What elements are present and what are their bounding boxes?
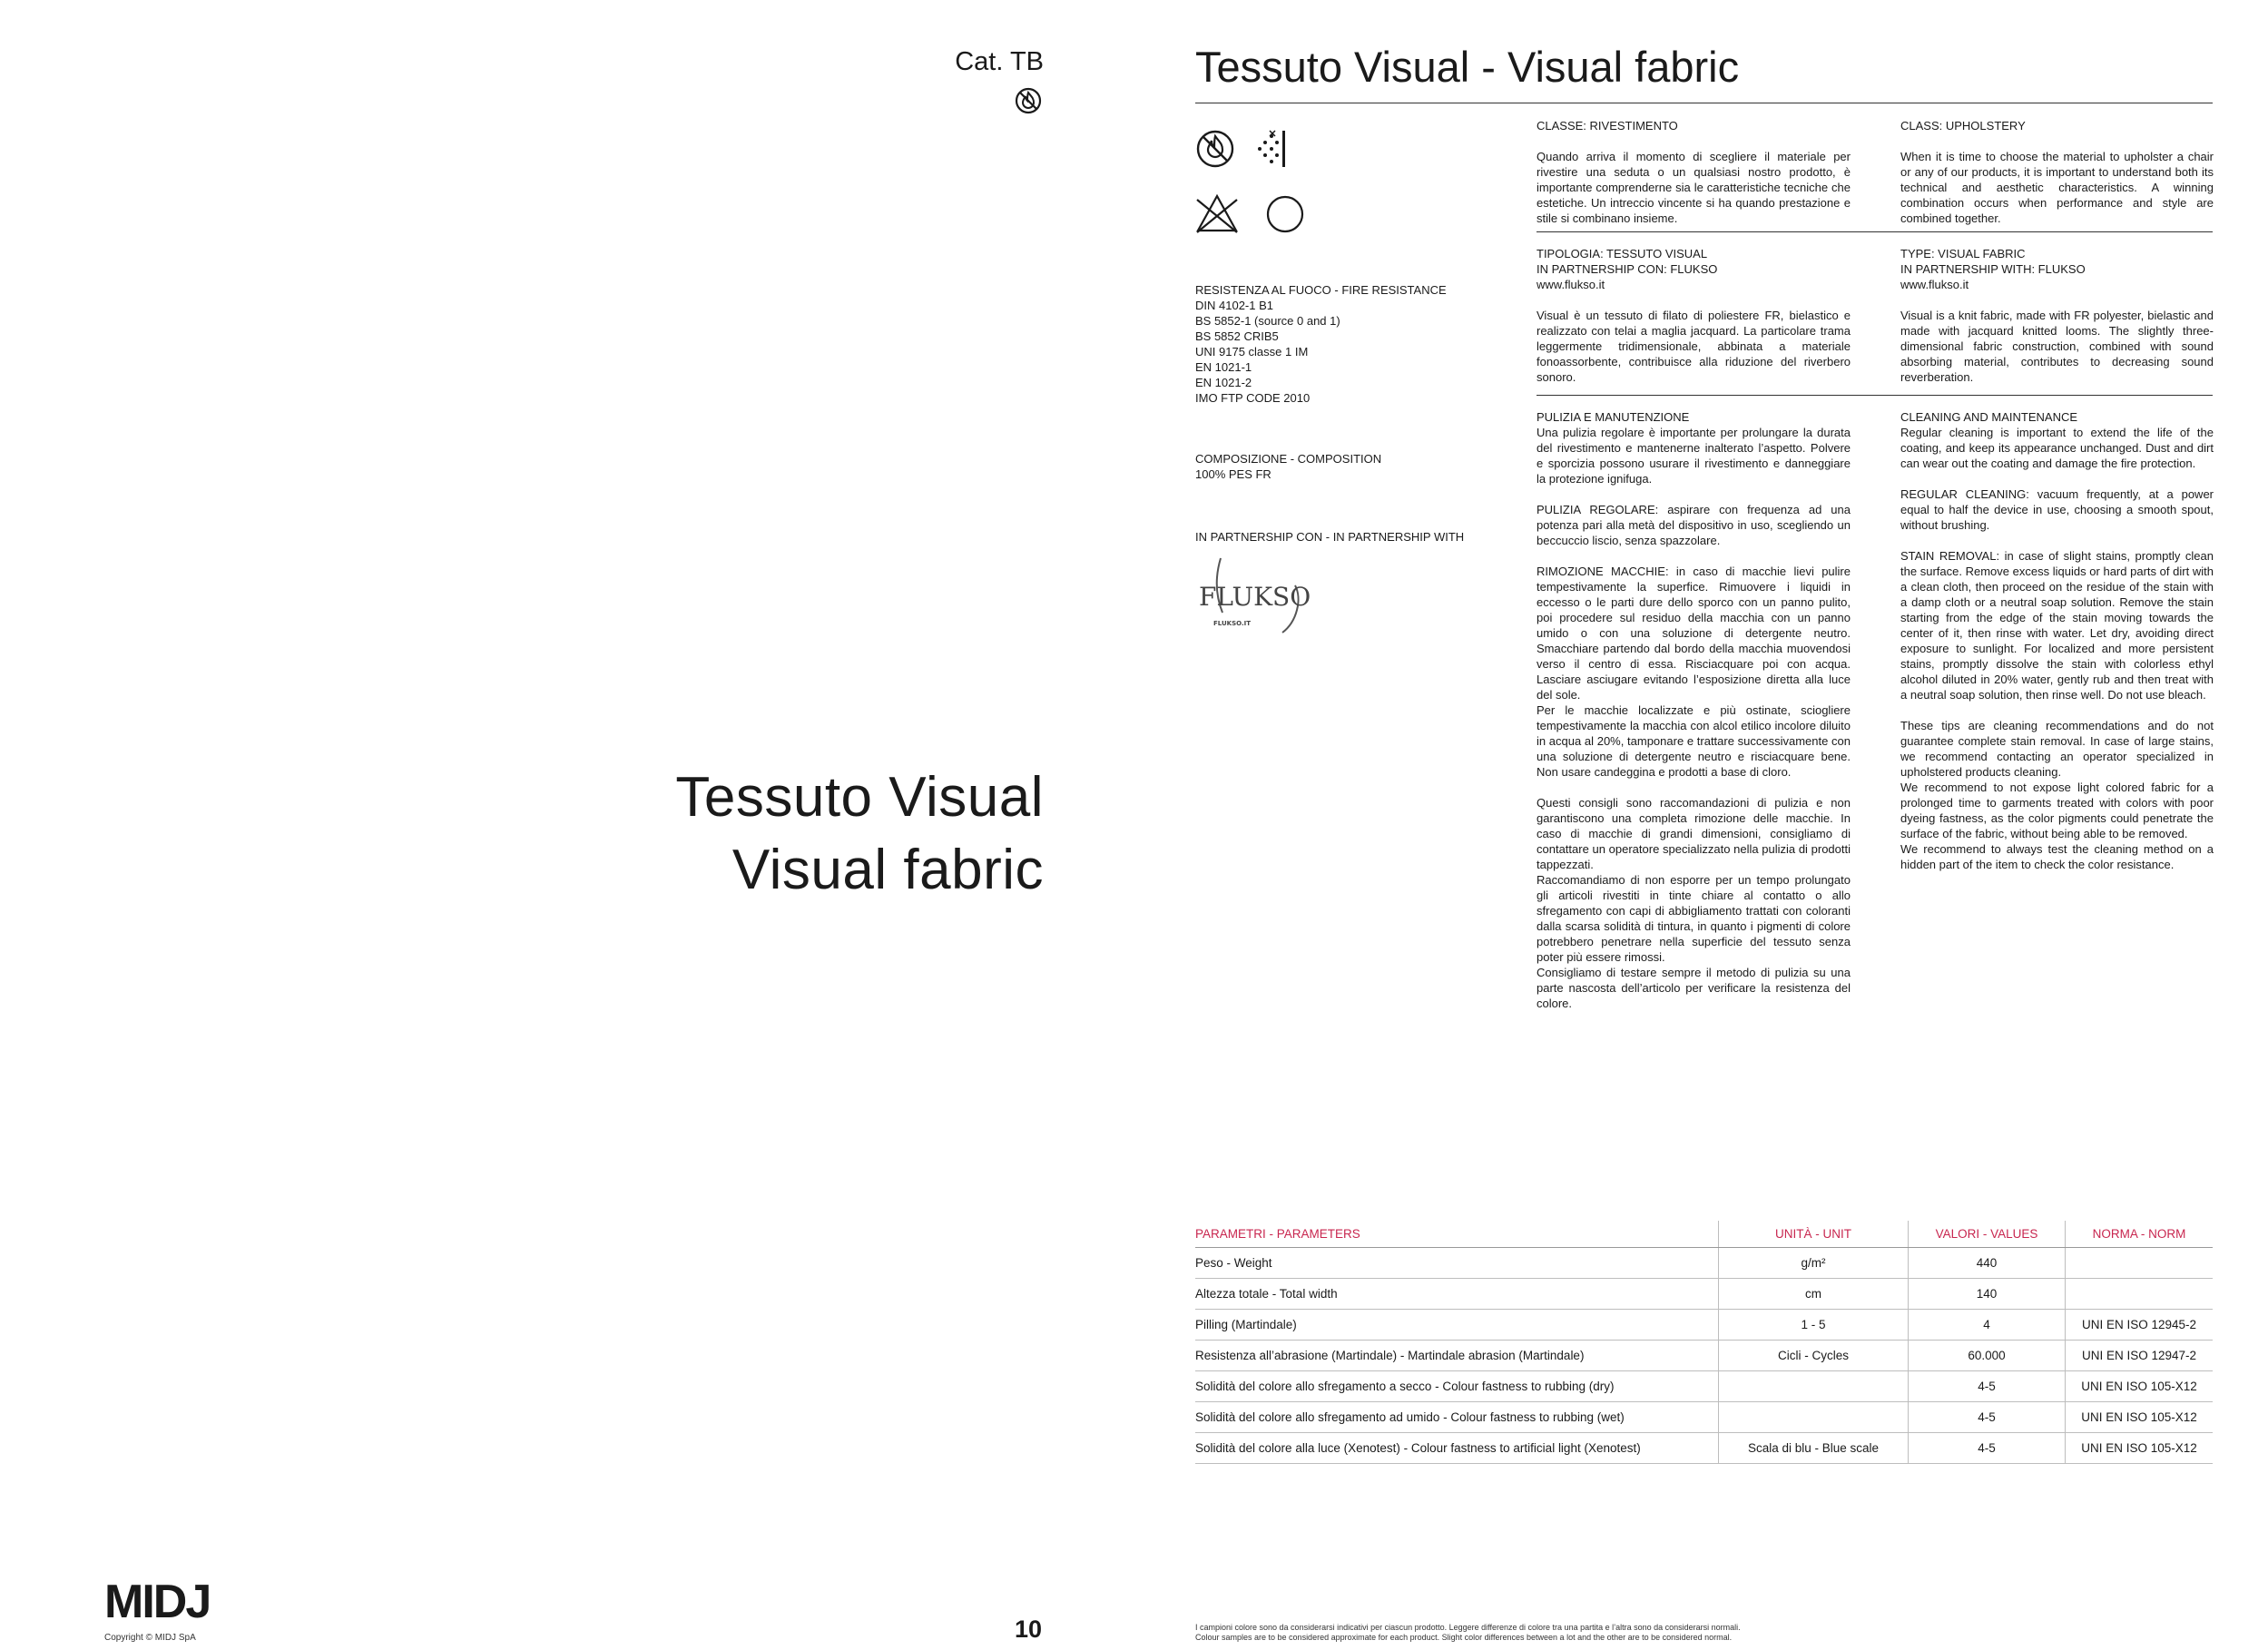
circle-dry-clean-icon — [1268, 197, 1302, 231]
fire-resistance-block — [1195, 282, 1504, 406]
cell-norm — [2066, 1279, 2214, 1310]
table-row — [1195, 1341, 2213, 1371]
type-section-it — [1537, 246, 1851, 385]
flukso-logo — [1195, 549, 1318, 638]
type-heading-en: TYPE: VISUAL FABRIC — [1900, 247, 2026, 260]
cell-parameter: Solidità del colore alla luce (Xenotest) - Colour fastness to artificial light (Xenotest) — [1195, 1433, 1719, 1464]
advice-en: These tips are cleaning recommendations and do not guarantee complete stain removal. In case of large stains, we recommend contacting an operator specialized in upholstered products cleaning. — [1900, 719, 2214, 779]
product-title-it: Tessuto Visual — [675, 766, 1044, 829]
partnership-heading-en: IN PARTNERSHIP WITH: FLUKSO — [1900, 262, 2086, 276]
type-text-en: Visual is a knit fabric, made with FR polyester, bielastic and made with jacquard knitted looms. The slightly three-dimensional fabric construction, combined with sound absorbing material, contributes to decreasing sound reverberation. — [1900, 309, 2214, 384]
cell-unit: 1 - 5 — [1719, 1310, 1909, 1341]
fire-item: UNI 9175 classe 1 IM — [1195, 345, 1309, 358]
cell-unit — [1719, 1402, 1909, 1433]
fire-resistance-heading: RESISTENZA AL FUOCO - FIRE RESISTANCE — [1195, 283, 1447, 297]
advice-it: Questi consigli sono raccomandazioni di pulizia e non garantiscono una completa rimozione delle macchie. In caso di macchie di grandi dimensioni, consigliamo di contattare un operatore specializzato nella pulizia di prodotti tappezzati. — [1537, 796, 1851, 871]
header-parameters: PARAMETRI - PARAMETERS — [1195, 1221, 1719, 1248]
table-row — [1195, 1248, 2213, 1279]
cell-norm: UNI EN ISO 12947-2 — [2066, 1341, 2214, 1371]
advice-2-it: Raccomandiamo di non esporre per un tempo prolungato gli articoli rivestiti in tinte chiare al contatto o allo sfregamento con capi di abbigliamento trattati con coloranti dalla scarsa solidità di tintura, in quanto i pigmenti di colore potrebbero penetrare nella superficie del tessuto senza poter più essere rimossi. — [1537, 873, 1851, 964]
cell-value: 4 — [1909, 1310, 2066, 1341]
care-icons — [1195, 127, 1468, 245]
advice-3-en: We recommend to always test the cleaning method on a hidden part of the item to check the color resistance. — [1900, 842, 2214, 871]
type-text-it: Visual è un tessuto di filato di poliestere FR, bielastico e realizzato con telai a maglia jacquard. La particolare trama leggermente tridimensionale, abbinata a materiale fonoassorbente, contribuisce alla riduzione del riverbero sonoro. — [1537, 309, 1851, 384]
table-row — [1195, 1402, 2213, 1433]
care-text-it: Una pulizia regolare è importante per prolungare la durata del rivestimento e mantenerne inalterato l’aspetto. Polvere e sporcizia possono usurare il rivestimento e danneggiare la protezione ignifuga. — [1537, 426, 1851, 486]
cell-unit: Scala di blu - Blue scale — [1719, 1433, 1909, 1464]
cell-value: 4-5 — [1909, 1371, 2066, 1402]
fire-item: EN 1021-1 — [1195, 360, 1252, 374]
cell-value: 60.000 — [1909, 1341, 2066, 1371]
sound-absorbing-icon — [1258, 131, 1285, 167]
footnote-it: I campioni colore sono da considerarsi indicativi per ciascun prodotto. Leggere differenze di colore tra una partita e l’altra sono da considerarsi normali. — [1195, 1623, 1741, 1632]
table-row — [1195, 1310, 2213, 1341]
care-heading-it: PULIZIA E MANUTENZIONE — [1537, 410, 1690, 424]
cell-parameter: Solidità del colore allo sfregamento a secco - Colour fastness to rubbing (dry) — [1195, 1371, 1719, 1402]
page-number: 10 — [1015, 1616, 1043, 1643]
website-it: www.flukso.it — [1537, 278, 1605, 291]
section-divider — [1537, 395, 2213, 396]
cell-unit: cm — [1719, 1279, 1909, 1310]
flukso-logo-url: FLUKSO.IT — [1213, 620, 1251, 627]
composition-value: 100% PES FR — [1195, 467, 1271, 481]
fire-item: EN 1021-2 — [1195, 376, 1252, 389]
partnership-heading-it: IN PARTNERSHIP CON: FLUKSO — [1537, 262, 1718, 276]
advice-3-it: Consigliamo di testare sempre il metodo di pulizia su una parte nascosta dell’articolo per verificare la resistenza del colore. — [1537, 966, 1851, 1010]
cell-unit: g/m² — [1719, 1248, 1909, 1279]
care-section-it — [1537, 409, 1851, 1011]
cell-value: 140 — [1909, 1279, 2066, 1310]
cell-value: 440 — [1909, 1248, 2066, 1279]
advice-2-en: We recommend to not expose light colored fabric for a prolonged time to garments treated with colors with poor dyeing fastness, as the color pigments could penetrate the surface of the fabric, without being able to be removed. — [1900, 781, 2214, 840]
fire-item: BS 5852-1 (source 0 and 1) — [1195, 314, 1340, 328]
product-title-en: Visual fabric — [731, 839, 1044, 901]
cell-parameter: Peso - Weight — [1195, 1248, 1719, 1279]
regular-cleaning-it: PULIZIA REGOLARE: aspirare con frequenza ad una potenza pari alla metà del dispositivo in uso, scegliendo un beccuccio liscio, senza spazzolare. — [1537, 503, 1851, 547]
no-wash-no-bleach-icon — [1197, 196, 1237, 232]
table-row — [1195, 1433, 2213, 1464]
class-section-en — [1900, 118, 2214, 226]
fire-item: IMO FTP CODE 2010 — [1195, 391, 1311, 405]
care-text-en: Regular cleaning is important to extend the life of the coating, and keep its appearance unchanged. Dust and dirt can wear out the coating and damage the fire protection. — [1900, 426, 2214, 470]
midj-logo: MIDJ — [104, 1576, 211, 1628]
section-divider — [1537, 231, 2213, 232]
class-text-en: When it is time to choose the material to upholster a chair or any of our products, it is important to understand both its technical and aesthetic characteristics. A winning combination occurs when performance and style are combined together. — [1900, 150, 2214, 225]
header-unit: UNITÀ - UNIT — [1719, 1221, 1909, 1248]
class-heading-en: CLASS: UPHOLSTERY — [1900, 119, 2026, 133]
table-row — [1195, 1371, 2213, 1402]
parameters-table — [1195, 1221, 2213, 1464]
class-text-it: Quando arriva il momento di scegliere il materiale per rivestire una seduta o un qualsiasi nostro prodotto, è importante comprenderne sia le caratteristiche tecniche che estetiche. Un intreccio vincente si ha quando prestazione e stile si combinano insieme. — [1537, 150, 1851, 225]
cell-norm: UNI EN ISO 105-X12 — [2066, 1371, 2214, 1402]
type-heading-it: TIPOLOGIA: TESSUTO VISUAL — [1537, 247, 1708, 260]
fire-resistant-icon — [1198, 132, 1232, 166]
table-row — [1195, 1279, 2213, 1310]
class-section-it — [1537, 118, 1851, 226]
cell-parameter: Pilling (Martindale) — [1195, 1310, 1719, 1341]
partnership-heading: IN PARTNERSHIP CON - IN PARTNERSHIP WITH — [1195, 530, 1465, 544]
header-values: VALORI - VALUES — [1909, 1221, 2066, 1248]
cell-parameter: Altezza totale - Total width — [1195, 1279, 1719, 1310]
cell-parameter: Resistenza all’abrasione (Martindale) - Martindale abrasion (Martindale) — [1195, 1341, 1719, 1371]
class-heading-it: CLASSE: RIVESTIMENTO — [1537, 119, 1678, 133]
cell-unit: Cicli - Cycles — [1719, 1341, 1909, 1371]
cell-norm: UNI EN ISO 105-X12 — [2066, 1402, 2214, 1433]
cell-norm: UNI EN ISO 105-X12 — [2066, 1433, 2214, 1464]
care-section-en — [1900, 409, 2214, 872]
fire-item: BS 5852 CRIB5 — [1195, 329, 1279, 343]
copyright: Copyright © MIDJ SpA — [104, 1633, 196, 1643]
regular-cleaning-en: REGULAR CLEANING: vacuum frequently, at a power equal to half the device in use, choosing a smooth spout, without brushing. — [1900, 487, 2214, 532]
composition-block — [1195, 451, 1504, 482]
cell-value: 4-5 — [1909, 1402, 2066, 1433]
footnote-en: Colour samples are to be considered approximate for each product. Slight color differences between a lot and the other are to be considered normal. — [1195, 1633, 1733, 1642]
stain-removal-2-it: Per le macchie localizzate e più ostinate, sciogliere tempestivamente la macchia con alcol etilico incolore diluito in acqua al 20%, tamponare e trattare successivamente con una soluzione di detergente neutro e risciacquare bene. Non usare candeggina e prodotti a base di cloro. — [1537, 703, 1851, 779]
type-section-en — [1900, 246, 2214, 385]
page-title: Tessuto Visual - Visual fabric — [1195, 43, 1740, 91]
stain-removal-en: STAIN REMOVAL: in case of slight stains, promptly clean the surface. Remove excess liquids or hard parts of dirt with a clean cloth, then proceed on the residue of the stain with a damp cloth or a neutral soap solution. Remove the stain starting from the edge of the stain moving towards the center of it, then rinse with water. Let dry, avoiding direct exposure to sunlight. For localized and more persistent stains, promptly dissolve the stain with colorless ethyl alcohol diluted in 20% water, gently rub and then treat with a neutral soap solution, then rinse well. Do not use bleach. — [1900, 549, 2214, 702]
composition-heading: COMPOSIZIONE - COMPOSITION — [1195, 452, 1382, 466]
category-label: Cat. TB — [955, 47, 1044, 76]
flukso-logo-text: FLUKSO — [1199, 582, 1311, 612]
header-norm: NORMA - NORM — [2066, 1221, 2214, 1248]
cell-parameter: Solidità del colore allo sfregamento ad umido - Colour fastness to rubbing (wet) — [1195, 1402, 1719, 1433]
care-heading-en: CLEANING AND MAINTENANCE — [1900, 410, 2078, 424]
cell-norm — [2066, 1248, 2214, 1279]
table-header-row — [1195, 1221, 2213, 1248]
website-en: www.flukso.it — [1900, 278, 1969, 291]
stain-removal-it: RIMOZIONE MACCHIE: in caso di macchie lievi pulire tempestivamente la superfice. Rimuovere i liquidi in eccesso o le parti dure dello sporco con un panno pulito, poi procedere sul residuo della macchia con un panno umido o con una soluzione di detergente neutro. Smacchiare partendo dal bordo della macchia muovendosi verso il centro di essa. Risciacquare poi con acqua. Lasciare asciugare evitando l’esposizione diretta alla luce del sole. — [1537, 565, 1851, 702]
cell-unit — [1719, 1371, 1909, 1402]
fire-item: DIN 4102-1 B1 — [1195, 299, 1273, 312]
fire-resistant-icon — [1014, 86, 1043, 115]
cell-value: 4-5 — [1909, 1433, 2066, 1464]
cell-norm: UNI EN ISO 12945-2 — [2066, 1310, 2214, 1341]
footnote — [1195, 1623, 2213, 1643]
